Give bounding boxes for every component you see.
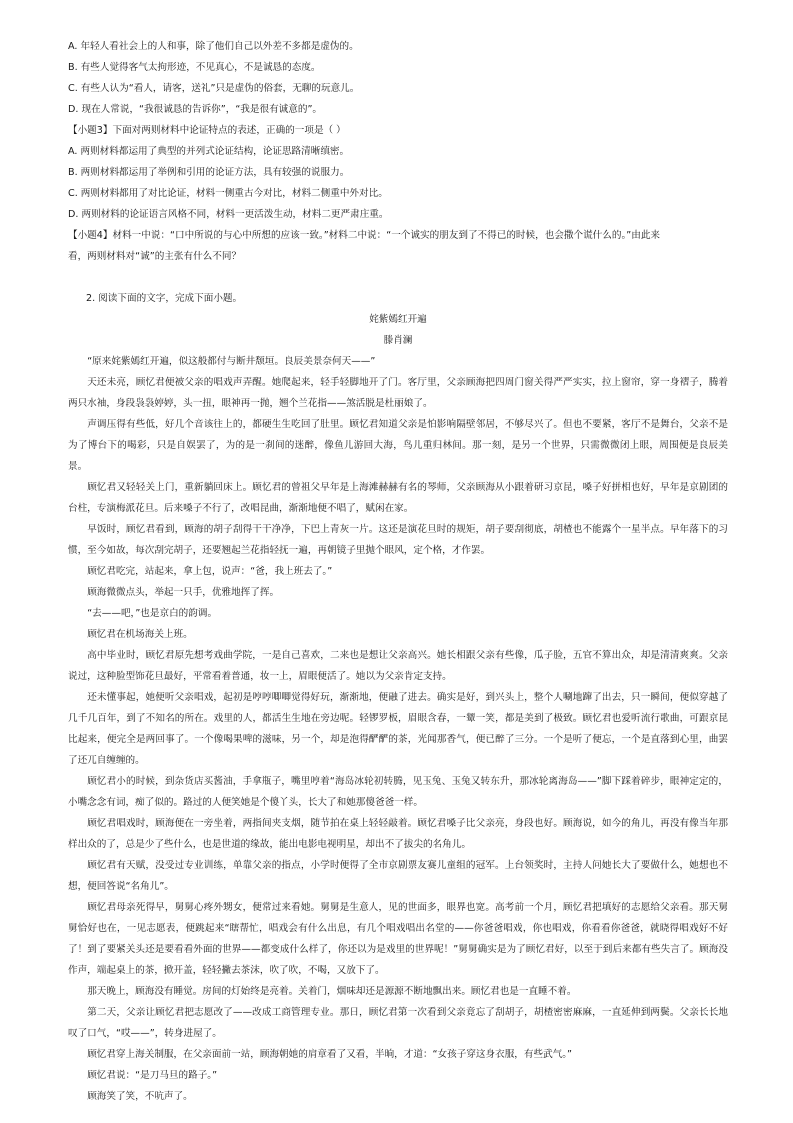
paragraph: 声调压得有些低，好几个音该往上的，都硬生生吃回了肚里。顾忆君知道父亲是怕影响隔壁邻居，不够尽兴了。但也不要紧，客厅不是舞台，父亲不是为了博台下的喝彩，只是自娱罢了，为的是一刹间的迷醉，像鱼儿游回大海，鸟儿重归林间。那一刻，是另一个世界，只需微微闭上眼，周围便是良辰美景。 [68,419,728,472]
paragraph: “去——吧，”也是京白的韵调。 [87,608,218,619]
story-author: 滕肖澜 [383,335,413,346]
paragraph: 顾忆君又轻轻关上门，重新躺回床上。顾忆君的曾祖父早年是上海滩赫赫有名的琴师，父亲顾海从小跟着研习京昆，嗓子好拼相也好，早年是京剧团的台柱，专演梅派花旦。后来嗓子不行了，改唱昆曲，渐渐地便不唱了，赋闲在家。 [68,482,728,514]
story-title: 姹紫嫣红开遍 [369,314,427,325]
option-line: D. 两则材料的论证语言风格不同，材料一更活泼生动，材料二更严肃庄重。 [68,209,389,220]
paragraph: 顾海微微点头，举起一只手，优雅地挥了挥。 [87,587,280,598]
question-4-line-2: 看，两则材料对“诚”的主张有什么不同？ [68,251,242,262]
paragraph: “原来姹紫嫣红开遍，似这般都付与断井颓垣。良辰美景奈何天——” [87,356,376,367]
option-line: A. 年轻人看社会上的人和事，除了他们自己以外差不多都是虚伪的。 [68,41,359,52]
question-4-line-1: 【小题4】材料一中说：“口中所说的与心中所想的应该一致。”材料二中说：“一个诚实的朋友到了不得已的时候，也会撒个谎什么的。”由此来 [68,230,661,241]
paragraph: 那天晚上，顾海没有睡觉。房间的灯始终是亮着。关着门，烟味却还是源源不断地飘出来。顾忆君也是一直睡不着。 [87,986,577,997]
paragraph: 顾忆君吃完，站起来，拿上包，说声：“爸，我上班去了。” [87,566,333,577]
option-line: D. 现在人常说，“我很诚恳的告诉你”，“我是很有诚意的”。 [68,104,323,115]
question-4 [68,225,728,267]
paragraph: 顾忆君穿上海关制服，在父亲面前一站，顾海朝她的肩章看了又看，半晌，才道：“女孩子穿这身衣服，有些武气。” [87,1049,573,1060]
paragraph: 顾忆君说：“是刀马旦的路子。” [87,1070,218,1081]
paragraph: 还未懂事起，她便听父亲唱戏，起初是哼哼唧唧觉得好玩，渐渐地，便融了进去。确实是好，到兴头上，整个人唰地蹿了出去，只一瞬间，便似穿越了几千几百年，到了不知名的所在。戏里的人，都活生生地在旁边呢。轻锣罗板，眉眼含春，一颦一笑，都是美到了极致。顾忆君也爱听流行歌曲，可跟京昆比起来，便完全是两回事了。一个像喝果啤的滋味，另一个，却是泡得酽酽的茶，光闻那香气，便已醉了三分。一个是听了便忘，一个是直落到心里，曲罢了还兀自缠缠的。 [68,692,728,766]
paragraph: 顾忆君在机场海关上班。 [87,629,193,640]
option-line: B. 两则材料都运用了举例和引用的论证方法，具有较强的说服力。 [68,167,350,178]
option-line: B. 有些人觉得客气太拘形迹，不见真心，不是诚恳的态度。 [68,62,321,73]
paragraph: 高中毕业时，顾忆君原先想考戏曲学院，一是自己喜欢，二来也是想让父亲高兴。她长相跟父亲有些像，瓜子脸，五官不算出众，却是清清爽爽。父亲说过，这种脸型饰花旦最好，平常看着普通，妆一上，眉眼便活了。她以为父亲肯定支持。 [68,650,728,682]
paragraph: 顾忆君母亲死得早，舅舅心疼外甥女，便常过来看她。舅舅是生意人，见的世面多，眼界也宽。高考前一个月，顾忆君把填好的志愿给父亲看。那天舅舅恰好也在，一见志愿表，便跳起来“瞎帮忙，唱戏会有什么出息，有几个唱戏唱出名堂的——你爸爸唱戏，你也唱戏，你看看你爸爸，就晓得唱戏好不好了！到了要紧关头还是要看看外面的世界——都变成什么样了，你还以为是戏里的世界呢！”舅舅确实是为了顾忆君好，以至于到后来都有些失言了。顾海没作声，端起桌上的茶，掀开盖，轻轻撇去茶沫，吹了吹，不喝，又放下了。 [68,902,728,976]
question-block-1 [68,36,728,267]
paragraph: 天还未亮，顾忆君便被父亲的唱戏声弄醒。她爬起来，轻手轻脚地开了门。客厅里，父亲顾海把四周门窗关得严严实实，拉上窗帘，穿一身褶子，腾着两只水袖，身段袅袅婷婷，头一扭，眼神再一抛，翘个兰花指——煞活脱是杜丽娘了。 [68,377,728,409]
paragraph: 顾海笑了笑，不吭声了。 [87,1091,193,1102]
option-line: C. 两则材料都用了对比论证，材料一侧重古今对比，材料二侧重中外对比。 [68,188,388,199]
question-2-intro: 2. 阅读下面的文字，完成下面小题。 [86,293,243,304]
reading-passage [68,288,728,1107]
question-3-stem: 【小题3】下面对两则材料中论证特点的表述，正确的一项是（ ） [68,125,346,136]
paragraph: 顾忆君有天赋，没受过专业训练，单靠父亲的指点，小学时便得了全市京剧票友赛儿童组的冠军。上台领奖时，主持人问她长大了要做什么，她想也不想，便回答说“名角儿”。 [68,860,728,892]
option-line: A. 两则材料都运用了典型的并列式论证结构，论证思路清晰缜密。 [68,146,350,157]
paragraph: 顾忆君小的时候，到杂货店买酱油，手拿瓶子，嘴里哼着“海岛冰轮初转腾，见玉兔、玉兔又转东升，那冰轮离海岛——”脚下踩着碎步，眼神定定的，小嘴念念有词，痴了似的。路过的人便笑她是个傻丫头，长大了和她那傻爸爸一样。 [68,776,728,808]
paragraph: 第二天，父亲让顾忆君把志愿改了——改成工商管理专业。那日，顾忆君第一次看到父亲竟忘了刮胡子，胡楂密密麻麻，一直延伸到两鬓。父亲长长地叹了口气，“哎——”，转身进屋了。 [68,1007,728,1039]
paragraph: 早饭时，顾忆君看到，顾海的胡子刮得干干净净，下巴上青灰一片。这还是演花旦时的规矩，胡子要刮彻底，胡楂也不能露个一星半点。早年落下的习惯，至今如故，每次刮完胡子，还要翘起兰花指轻抚一遍，再朝镜子里抛个眼风，定个格，才作罢。 [68,524,728,556]
paragraph: 顾忆君唱戏时，顾海便在一旁坐着，两指间夹支烟，随节拍在桌上轻轻敲着。顾忆君嗓子比父亲亮，身段也好。顾海说，如今的角儿，再没有像当年那样出众的了，总是少了些什么，也是世道的缘故，能出电影电视明星，却出不了拔尖的名角儿。 [68,818,728,850]
option-line: C. 有些人认为“看人，请客，送礼”只是虚伪的俗套，无聊的玩意儿。 [68,83,360,94]
